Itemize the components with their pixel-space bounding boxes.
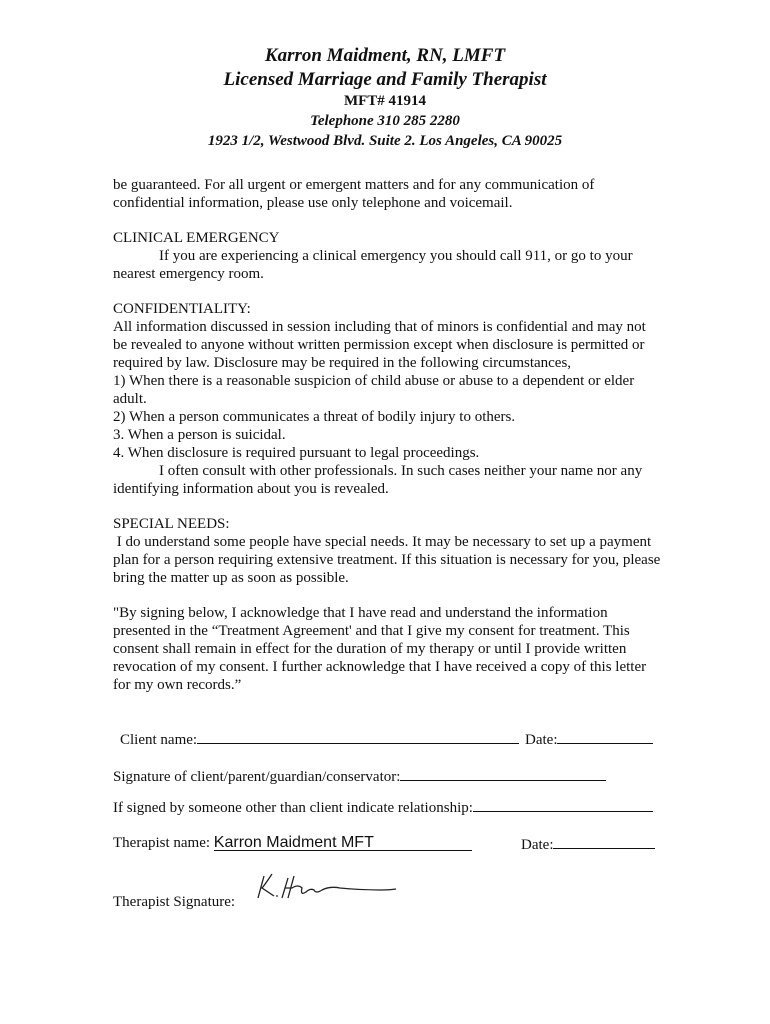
relationship-field[interactable]	[473, 797, 653, 812]
clinical-emergency-heading: CLINICAL EMERGENCY	[113, 230, 280, 246]
client-date-field[interactable]	[557, 729, 653, 744]
therapist-signature-row	[113, 893, 235, 911]
therapist-title: Licensed Marriage and Family Therapist	[223, 69, 547, 90]
confidentiality-heading: CONFIDENTIALITY:	[113, 301, 251, 317]
client-date-row	[525, 729, 653, 749]
confidentiality-text: All information discussed in session including that of minors is confidential and may not be revealed to anyone without written permission except when disclosure is permitted or required by law. Disclosure may be required in the following circumstances,	[113, 319, 646, 371]
therapist-date-row	[521, 834, 655, 854]
disclosure-item: 1) When there is a reasonable suspicion of child abuse or abuse to a dependent or elder adult.	[113, 373, 635, 407]
intro-paragraph: be guaranteed. For all urgent or emergent matters and for any communication of confidential information, please use only telephone and voicemail.	[113, 177, 595, 211]
therapist-name-value: Karron Maidment MFT	[213, 834, 374, 851]
telephone: Telephone 310 285 2280	[310, 113, 460, 129]
therapist-date-label: Date:	[521, 837, 554, 853]
address: 1923 1/2, Westwood Blvd. Suite 2. Los Angeles, CA 90025	[207, 133, 563, 149]
relationship-label: If signed by someone other than client indicate relationship:	[113, 800, 473, 816]
disclosure-item: 4. When disclosure is required pursuant to legal proceedings.	[113, 445, 480, 461]
disclosure-item: 3. When a person is suicidal.	[113, 427, 286, 443]
client-signature-row	[113, 766, 606, 786]
clinical-emergency-text: If you are experiencing a clinical emergency you should call 911, or go to your nearest emergency room.	[113, 248, 633, 282]
client-signature-label: Signature of client/parent/guardian/conservator:	[113, 769, 401, 785]
therapist-name-heading: Karron Maidment, RN, LMFT	[264, 45, 506, 66]
disclosure-item: 2) When a person communicates a threat of bodily injury to others.	[113, 409, 516, 425]
therapist-date-field[interactable]	[553, 834, 655, 849]
special-needs-text: I do understand some people have special needs. It may be necessary to set up a payment plan for a person requiring extensive treatment. If this situation is necessary for you, please bring the matter up as soon as possible.	[113, 534, 665, 586]
client-date-label: Date:	[525, 732, 558, 748]
client-name-field[interactable]	[197, 729, 519, 744]
client-name-label: Client name:	[120, 732, 198, 748]
client-signature-field[interactable]	[400, 766, 606, 781]
client-name-row	[120, 729, 519, 749]
consult-text: I often consult with other professionals. In such cases neither your name nor any identifying information about you is revealed.	[113, 463, 643, 497]
therapist-signature-label: Therapist Signature:	[113, 894, 236, 910]
therapist-signature-image	[250, 866, 410, 906]
letterhead	[0, 44, 770, 151]
therapist-name-label: Therapist name:	[113, 835, 211, 851]
therapist-name-field[interactable]	[214, 834, 472, 851]
license-number: MFT# 41914	[343, 93, 427, 109]
therapist-name-row	[113, 834, 472, 852]
special-needs-heading: SPECIAL NEEDS:	[113, 516, 230, 532]
agreement-body	[113, 176, 665, 694]
consent-statement: "By signing below, I acknowledge that I have read and understand the information presented in the “Treatment Agreement' and that I give my consent for treatment. This consent shall remain in effect for the duration of my therapy or until I provide written revocation of my consent. I further acknowledge that I have received a copy of this letter for my own records.”	[113, 605, 647, 693]
relationship-row	[113, 797, 653, 817]
